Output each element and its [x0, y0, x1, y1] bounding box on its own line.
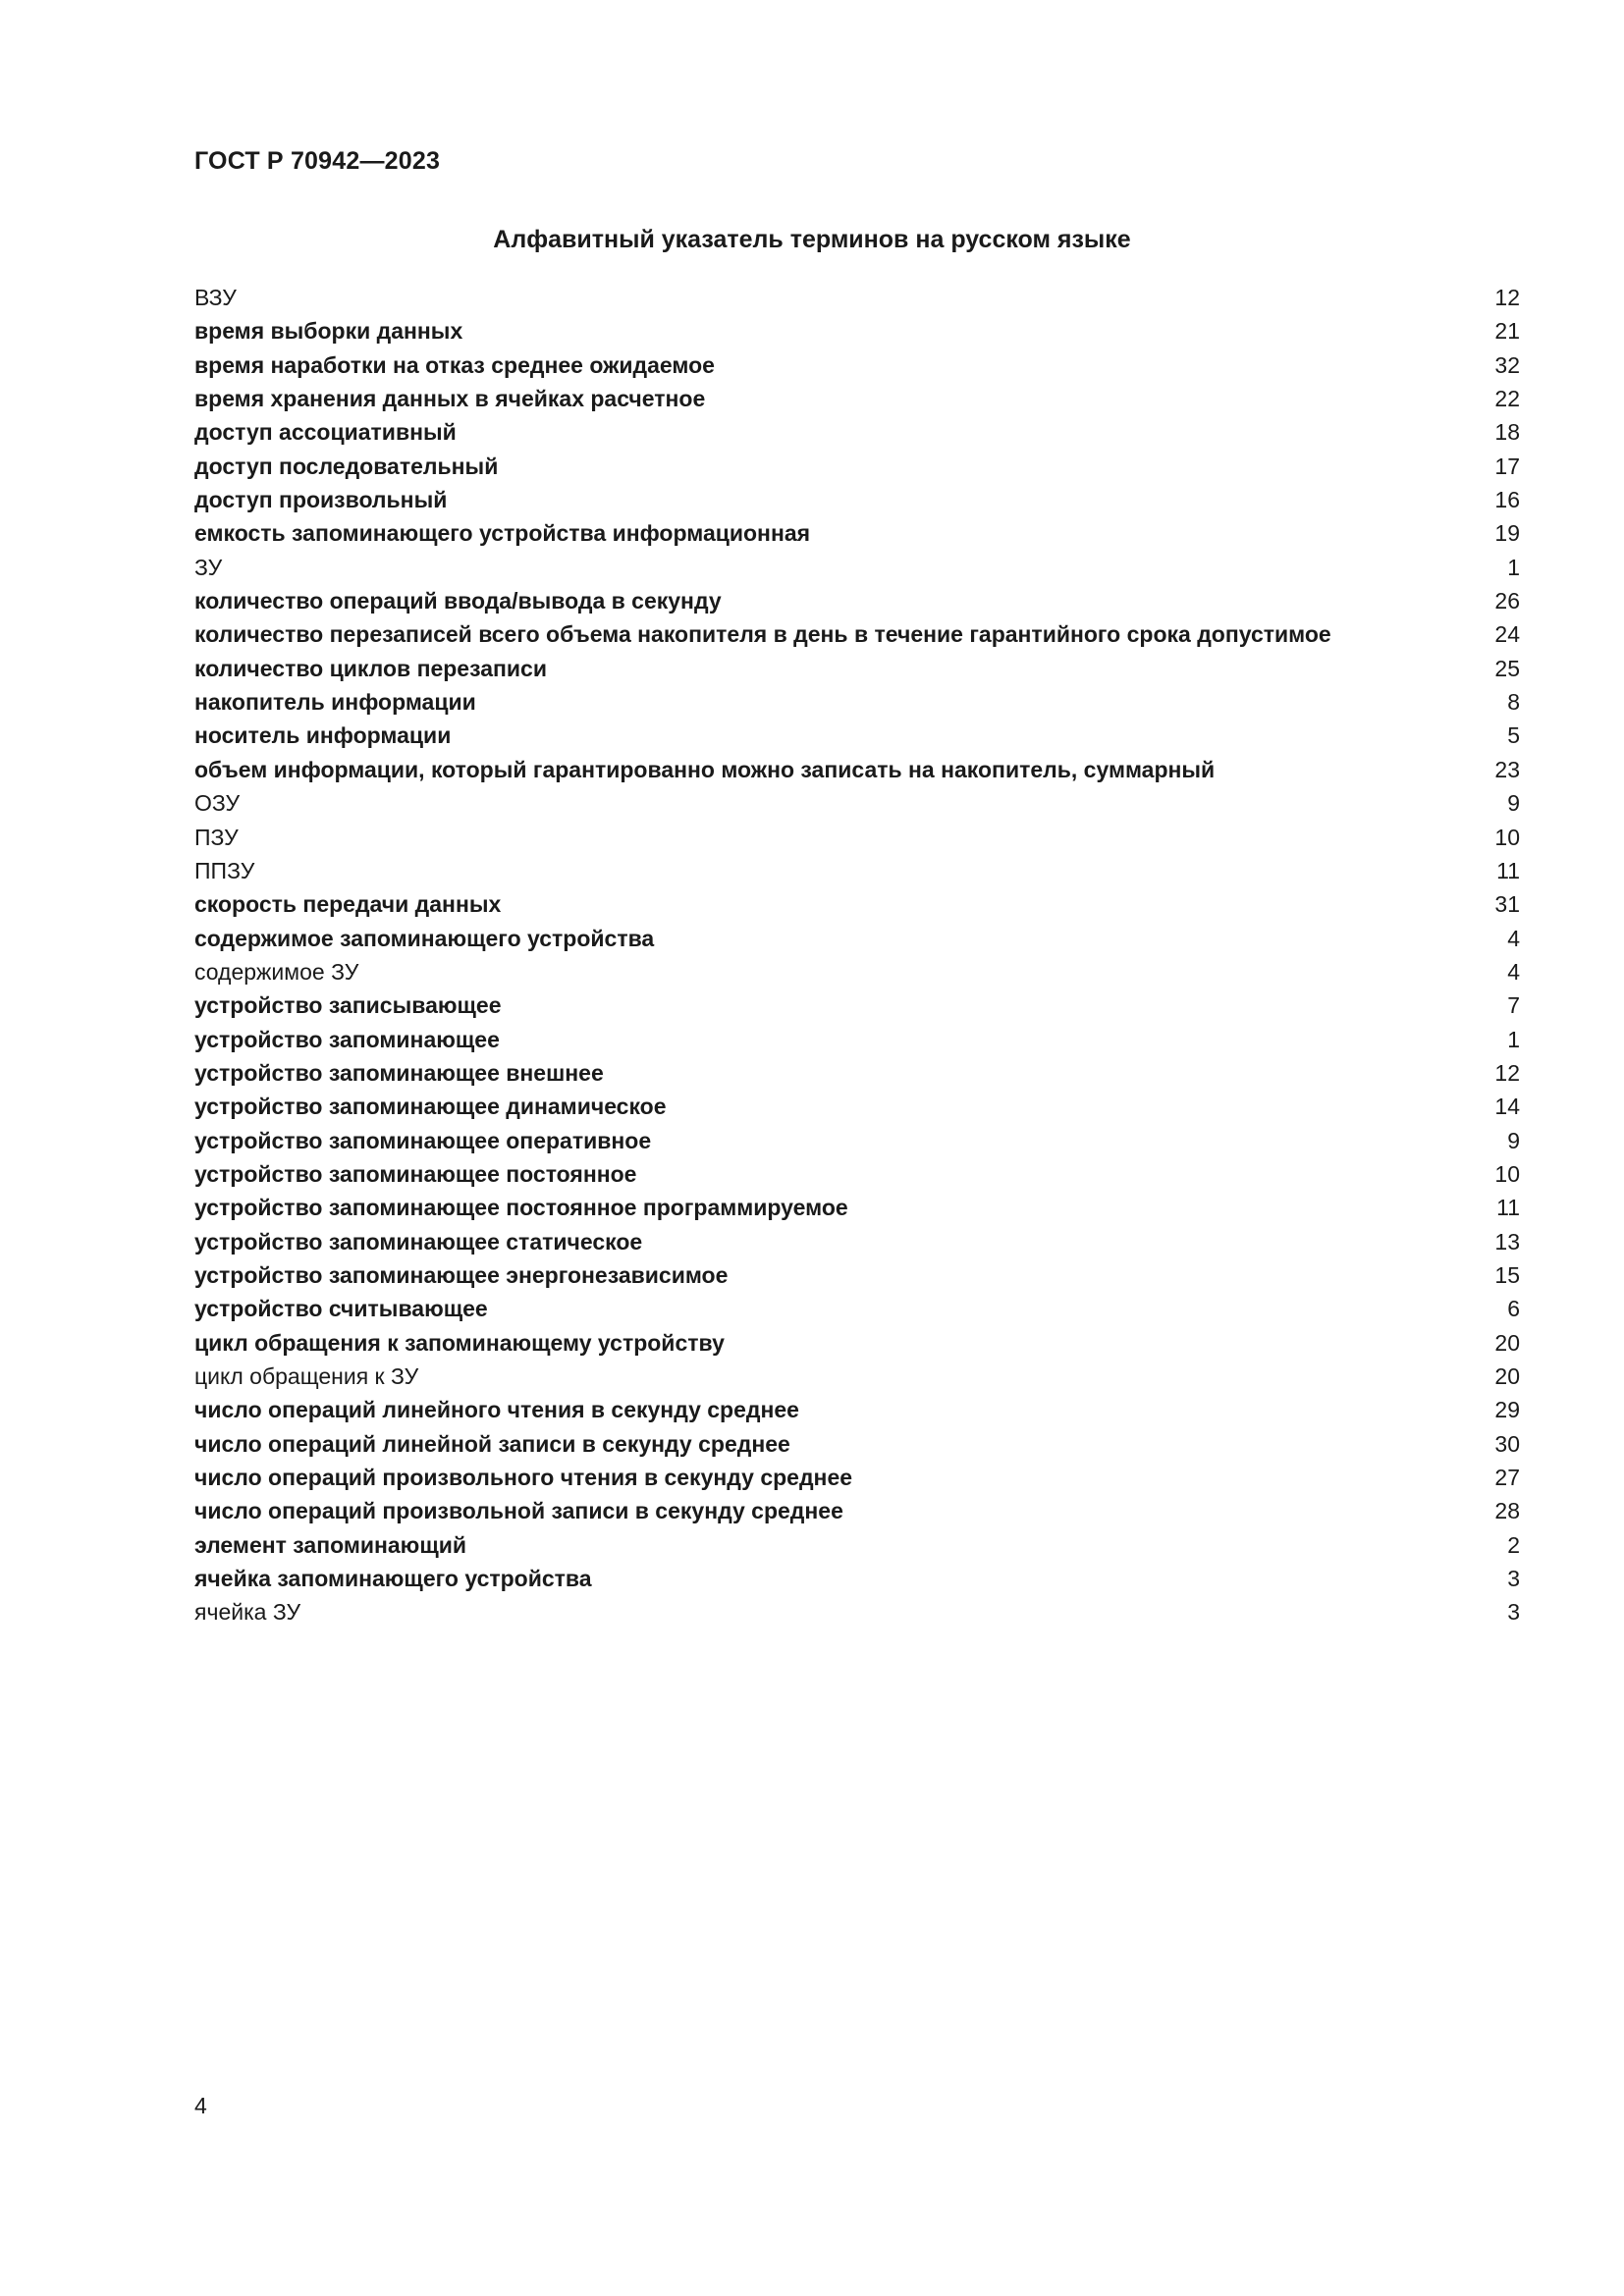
index-term: время наработки на отказ среднее ожидаемое [194, 351, 715, 378]
index-entry [194, 854, 1520, 887]
page-number: 4 [194, 2093, 207, 2118]
index-term: ОЗУ [194, 790, 241, 817]
index-term-number: 20 [1494, 1329, 1520, 1356]
index-term-number: 2 [1507, 1531, 1520, 1558]
index-term: число операций произвольной записи в секунду среднее [194, 1498, 843, 1524]
index-term-number: 31 [1494, 891, 1520, 918]
index-term-number: 1 [1507, 1026, 1520, 1052]
index-term-number: 27 [1494, 1465, 1520, 1491]
index-term: число операций линейной записи в секунду среднее [194, 1430, 790, 1457]
index-entry [194, 1393, 1520, 1426]
index-term-number: 3 [1507, 1599, 1520, 1626]
index-entry [194, 584, 1520, 617]
index-entry [194, 314, 1520, 347]
document-header: ГОСТ Р 70942—2023 [194, 147, 441, 175]
index-entry [194, 450, 1520, 483]
index-entry [194, 1124, 1520, 1157]
index-term: скорость передачи данных [194, 891, 502, 918]
index-term-number: 4 [1507, 958, 1520, 985]
index-entry [194, 652, 1520, 685]
index-entry [194, 1562, 1520, 1595]
index-term: время хранения данных в ячейках расчетное [194, 386, 706, 412]
index-entry [194, 786, 1520, 820]
index-entry [194, 821, 1520, 854]
index-term-number: 23 [1494, 756, 1520, 782]
index-term: доступ ассоциативный [194, 419, 457, 446]
index-entry [194, 1225, 1520, 1258]
index-term: ПЗУ [194, 824, 239, 850]
index-term: устройство считывающее [194, 1296, 488, 1322]
index-term-number: 24 [1494, 621, 1520, 648]
index-term-number: 12 [1494, 1059, 1520, 1086]
index-term-number: 28 [1494, 1498, 1520, 1524]
index-term-number: 30 [1494, 1430, 1520, 1457]
index-entry [194, 1258, 1520, 1292]
index-entry [194, 955, 1520, 988]
index-term-number: 15 [1494, 1261, 1520, 1288]
index-entry [194, 753, 1520, 786]
index-term: число операций произвольного чтения в секунду среднее [194, 1465, 853, 1491]
index-term: устройство запоминающее [194, 1026, 500, 1052]
index-term: количество операций ввода/вывода в секунду [194, 588, 722, 614]
index-entry [194, 922, 1520, 955]
index-term: объем информации, который гарантированно можно записать на накопитель, суммарный [194, 756, 1216, 782]
index-entry [194, 1360, 1520, 1393]
index-term-number: 14 [1494, 1094, 1520, 1120]
index-term: количество циклов перезаписи [194, 655, 547, 681]
index-term-number: 4 [1507, 925, 1520, 951]
index-entry [194, 348, 1520, 382]
index-term: цикл обращения к запоминающему устройству [194, 1329, 725, 1356]
index-term-number: 17 [1494, 453, 1520, 479]
index-term-number: 9 [1507, 790, 1520, 817]
index-entry [194, 281, 1520, 314]
index-entry [194, 1191, 1520, 1224]
index-term: доступ произвольный [194, 487, 448, 513]
index-entry [194, 1157, 1520, 1191]
index-entry [194, 382, 1520, 415]
index-term-number: 11 [1496, 857, 1520, 883]
index-entry [194, 1292, 1520, 1325]
index-term-number: 11 [1496, 1195, 1520, 1221]
index-term: устройство запоминающее оперативное [194, 1127, 652, 1153]
index-term: устройство запоминающее статическое [194, 1228, 643, 1255]
index-term-number: 6 [1507, 1296, 1520, 1322]
index-term: содержимое запоминающего устройства [194, 925, 655, 951]
index-entry [194, 1326, 1520, 1360]
index-entry [194, 1595, 1520, 1629]
index-term-number: 9 [1507, 1127, 1520, 1153]
index-term: число операций линейного чтения в секунду среднее [194, 1397, 799, 1423]
index-entry [194, 685, 1520, 719]
index-term: устройство запоминающее внешнее [194, 1059, 604, 1086]
index-term: емкость запоминающего устройства информационная [194, 520, 811, 547]
index-term: доступ последовательный [194, 453, 499, 479]
index-title: Алфавитный указатель терминов на русском языке [493, 226, 1131, 253]
index-term: устройство запоминающее динамическое [194, 1094, 667, 1120]
index-term-number: 22 [1494, 386, 1520, 412]
index-term: устройство запоминающее постоянное программируемое [194, 1195, 848, 1221]
index-term-number: 10 [1494, 824, 1520, 850]
index-term: устройство запоминающее энергонезависимое [194, 1261, 729, 1288]
index-term: содержимое ЗУ [194, 958, 359, 985]
index-term: ЗУ [194, 554, 223, 580]
index-term: ячейка ЗУ [194, 1599, 301, 1626]
index-term-number: 29 [1494, 1397, 1520, 1423]
index-term: ячейка запоминающего устройства [194, 1566, 592, 1592]
index-term-number: 3 [1507, 1566, 1520, 1592]
index-term-number: 25 [1494, 655, 1520, 681]
index-term-number: 26 [1494, 588, 1520, 614]
index-term-number: 16 [1494, 487, 1520, 513]
index-term: элемент запоминающий [194, 1531, 466, 1558]
index-term: время выборки данных [194, 318, 463, 345]
index-entry [194, 1494, 1520, 1527]
index-term-number: 21 [1494, 318, 1520, 345]
index-term-number: 19 [1494, 520, 1520, 547]
index-term-number: 8 [1507, 689, 1520, 716]
index-entry [194, 516, 1520, 550]
index-entry [194, 551, 1520, 584]
index-entry [194, 988, 1520, 1022]
index-entry [194, 617, 1520, 651]
index-term-number: 20 [1494, 1363, 1520, 1389]
index-term: устройство запоминающее постоянное [194, 1160, 637, 1187]
index-term-number: 1 [1507, 554, 1520, 580]
index-term: ВЗУ [194, 285, 237, 310]
index-term-number: 5 [1507, 722, 1520, 749]
index-term-number: 12 [1494, 285, 1520, 310]
index-term-number: 13 [1494, 1228, 1520, 1255]
index-term: устройство записывающее [194, 992, 502, 1019]
index-entry [194, 1090, 1520, 1123]
index-term: цикл обращения к ЗУ [194, 1363, 419, 1389]
index-term-number: 32 [1494, 351, 1520, 378]
index-term: носитель информации [194, 722, 452, 749]
index-term: ППЗУ [194, 857, 255, 883]
index-entry [194, 1461, 1520, 1494]
index-entry [194, 415, 1520, 449]
index-term: количество перезаписей всего объема накопителя в день в течение гарантийного срока допустимое [194, 621, 1331, 648]
index-term-number: 18 [1494, 419, 1520, 446]
index-entry [194, 1427, 1520, 1461]
index-term-number: 10 [1494, 1160, 1520, 1187]
index-entry [194, 887, 1520, 921]
index-entry [194, 719, 1520, 752]
term-index-list [194, 281, 1520, 1629]
index-term: накопитель информации [194, 689, 476, 716]
index-entry [194, 483, 1520, 516]
index-entry [194, 1056, 1520, 1090]
index-entry [194, 1023, 1520, 1056]
index-entry [194, 1528, 1520, 1562]
index-term-number: 7 [1507, 992, 1520, 1019]
